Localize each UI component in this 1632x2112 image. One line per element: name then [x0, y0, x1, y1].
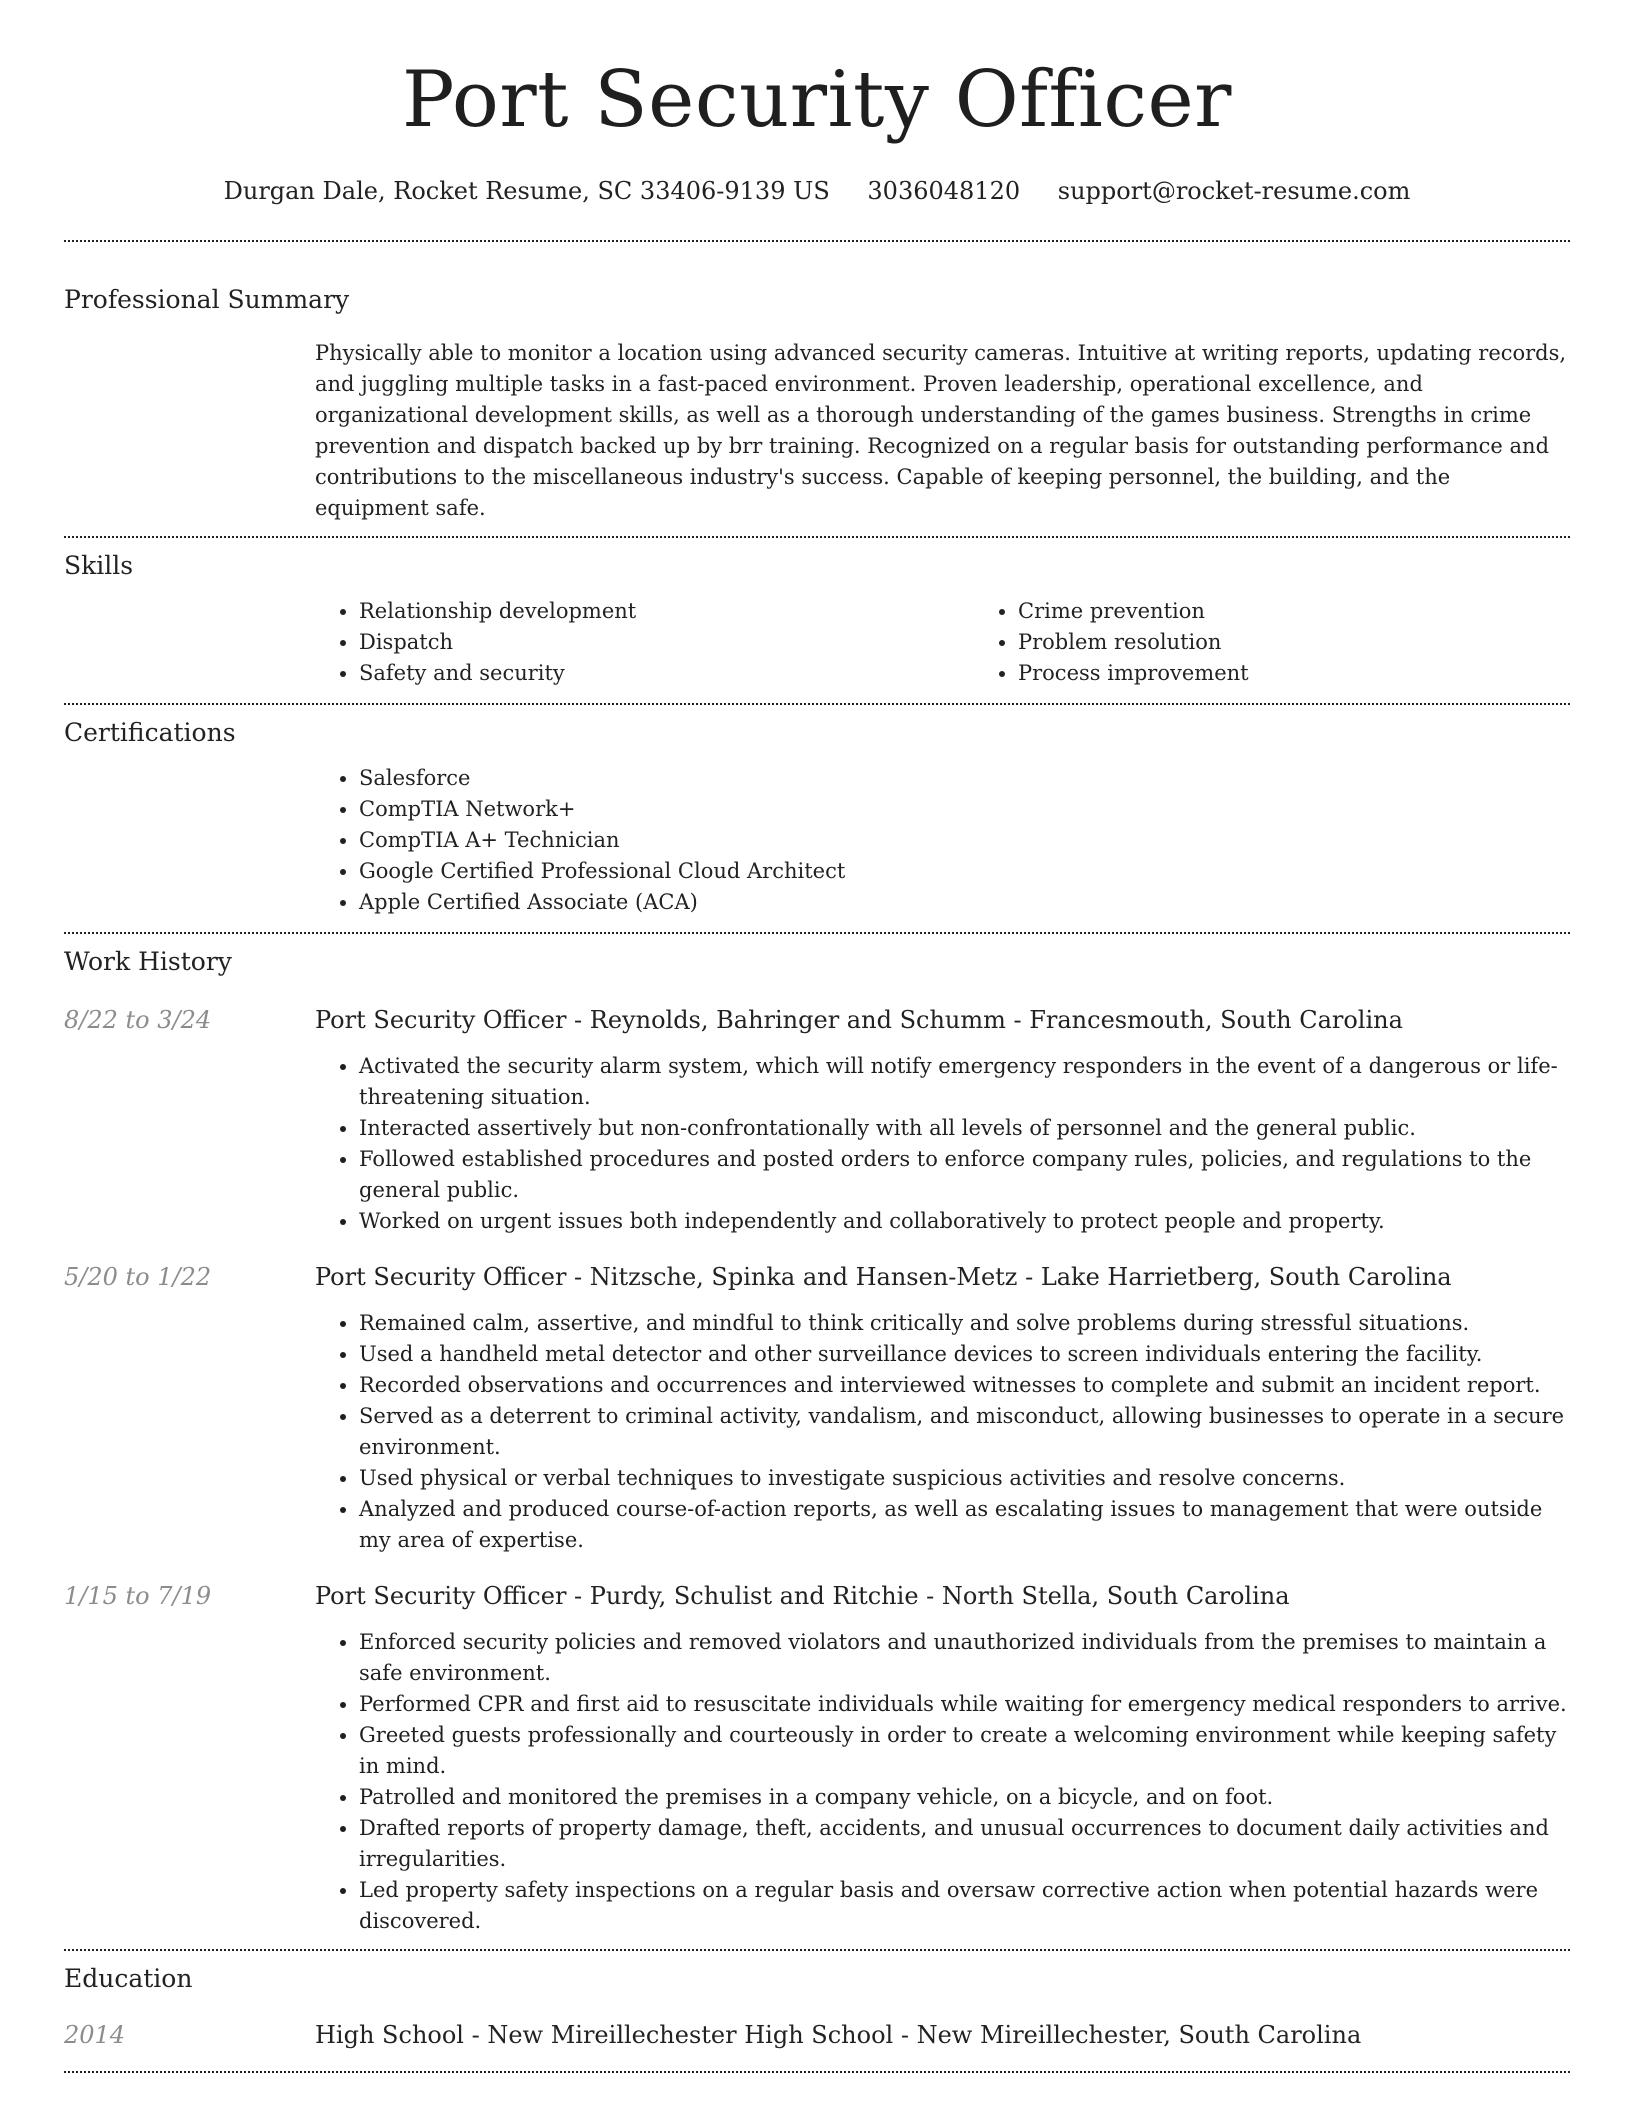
- certifications-section: [64, 705, 1570, 932]
- section-divider: [64, 2071, 1570, 2073]
- job-bullet: • Used a handheld metal detector and other surveillance devices to screen individuals entering the facility.: [359, 1339, 1570, 1370]
- skills-list: [315, 596, 1570, 703]
- skill-item: • Dispatch: [359, 627, 974, 658]
- job-bullets: [315, 1627, 1570, 1937]
- job-bullets: [315, 1051, 1570, 1237]
- education-section: [64, 1951, 1570, 2071]
- job-bullet: • Used physical or verbal techniques to investigate suspicious activities and resolve concerns.: [359, 1463, 1570, 1494]
- work-history-section: [64, 934, 1570, 1949]
- skills-heading: Skills: [64, 551, 134, 580]
- skills-column-right: [974, 596, 1632, 689]
- job-bullet: • Drafted reports of property damage, theft, accidents, and unusual occurrences to document daily activities and irregularities.: [359, 1813, 1570, 1875]
- job-bullet: • Led property safety inspections on a regular basis and oversaw corrective action when potential hazards were discovered.: [359, 1875, 1570, 1937]
- work-history-heading: Work History: [64, 947, 232, 976]
- job-date: 5/20 to 1/22: [64, 1263, 212, 1291]
- job-bullet: • Served as a deterrent to criminal activity, vandalism, and misconduct, allowing businesses to operate in a secure environment.: [359, 1401, 1570, 1463]
- certification-item: • Salesforce: [359, 763, 1570, 794]
- skills-section: [64, 538, 1570, 703]
- job-bullets: [315, 1308, 1570, 1556]
- resume-page: [64, 0, 1570, 2073]
- summary-text: Physically able to monitor a location using advanced security cameras. Intuitive at writing reports, updating records, and juggling multiple tasks in a fast-paced environment. Proven leadership, operational excellence, and organizational development skills, as well as a thorough understanding of the games business. Strengths in crime prevention and dispatch backed up by brr training. Recognized on a regular basis for outstanding performance and contributions to the miscellaneous industry's success. Capable of keeping personnel, the building, and the equipment safe.: [315, 341, 1567, 520]
- skill-item: • Problem resolution: [1018, 627, 1632, 658]
- education-heading: Education: [64, 1964, 193, 1993]
- certifications-heading: Certifications: [64, 718, 236, 747]
- job-bullet: • Worked on urgent issues both independently and collaboratively to protect people and property.: [359, 1206, 1570, 1237]
- contact-phone: 3036048120: [867, 177, 1021, 205]
- education-detail: High School - New Mireillechester High School - New Mireillechester, South Carolina: [315, 2021, 1362, 2049]
- certification-item: • CompTIA A+ Technician: [359, 825, 1570, 856]
- contact-line: [64, 176, 1570, 206]
- job-bullet: • Analyzed and produced course-of-action reports, as well as escalating issues to management that were outside my area of expertise.: [359, 1494, 1570, 1556]
- summary-heading: Professional Summary: [64, 285, 350, 314]
- contact-address: Durgan Dale, Rocket Resume, SC 33406-9139 US: [223, 177, 830, 205]
- skill-item: • Safety and security: [359, 658, 974, 689]
- skill-item: • Process improvement: [1018, 658, 1632, 689]
- contact-email: support@rocket-resume.com: [1057, 177, 1411, 205]
- job-date: 8/22 to 3/24: [64, 1006, 212, 1034]
- job-title: Port Security Officer - Purdy, Schulist and Ritchie - North Stella, South Carolina: [315, 1582, 1290, 1610]
- job-bullet: • Greeted guests professionally and courteously in order to create a welcoming environment while keeping safety in mind.: [359, 1720, 1570, 1782]
- job-date: 1/15 to 7/19: [64, 1582, 212, 1610]
- education-entry: [64, 2019, 1570, 2071]
- certification-item: • CompTIA Network+: [359, 794, 1570, 825]
- job-entry: [64, 1004, 1570, 1237]
- job-bullet: • Remained calm, assertive, and mindful to think critically and solve problems during stressful situations.: [359, 1308, 1570, 1339]
- job-entry: [64, 1580, 1570, 1937]
- job-bullet: • Enforced security policies and removed violators and unauthorized individuals from the premises to maintain a safe environment.: [359, 1627, 1570, 1689]
- resume-header: [64, 0, 1570, 206]
- job-title: Port Security Officer - Nitzsche, Spinka and Hansen-Metz - Lake Harrietberg, South Carolina: [315, 1263, 1452, 1291]
- summary-section: [64, 242, 1570, 536]
- job-bullet: • Interacted assertively but non-confrontationally with all levels of personnel and the general public.: [359, 1113, 1570, 1144]
- job-bullet: • Patrolled and monitored the premises in a company vehicle, on a bicycle, and on foot.: [359, 1782, 1570, 1813]
- skills-column-left: [315, 596, 974, 689]
- job-bullet: • Performed CPR and first aid to resuscitate individuals while waiting for emergency medical responders to arrive.: [359, 1689, 1570, 1720]
- job-bullet: • Followed established procedures and posted orders to enforce company rules, policies, and regulations to the general public.: [359, 1144, 1570, 1206]
- job-bullet: • Recorded observations and occurrences and interviewed witnesses to complete and submit an incident report.: [359, 1370, 1570, 1401]
- resume-title: Port Security Officer: [402, 55, 1232, 145]
- certifications-list: [315, 763, 1570, 932]
- job-entry: [64, 1261, 1570, 1556]
- job-title: Port Security Officer - Reynolds, Bahringer and Schumm - Francesmouth, South Carolina: [315, 1006, 1403, 1034]
- skill-item: • Relationship development: [359, 596, 974, 627]
- education-date: 2014: [64, 2021, 126, 2049]
- certification-item: • Apple Certified Associate (ACA): [359, 887, 1570, 918]
- certification-item: • Google Certified Professional Cloud Architect: [359, 856, 1570, 887]
- job-bullet: • Activated the security alarm system, which will notify emergency responders in the event of a dangerous or life-threatening situation.: [359, 1051, 1570, 1113]
- skill-item: • Crime prevention: [1018, 596, 1632, 627]
